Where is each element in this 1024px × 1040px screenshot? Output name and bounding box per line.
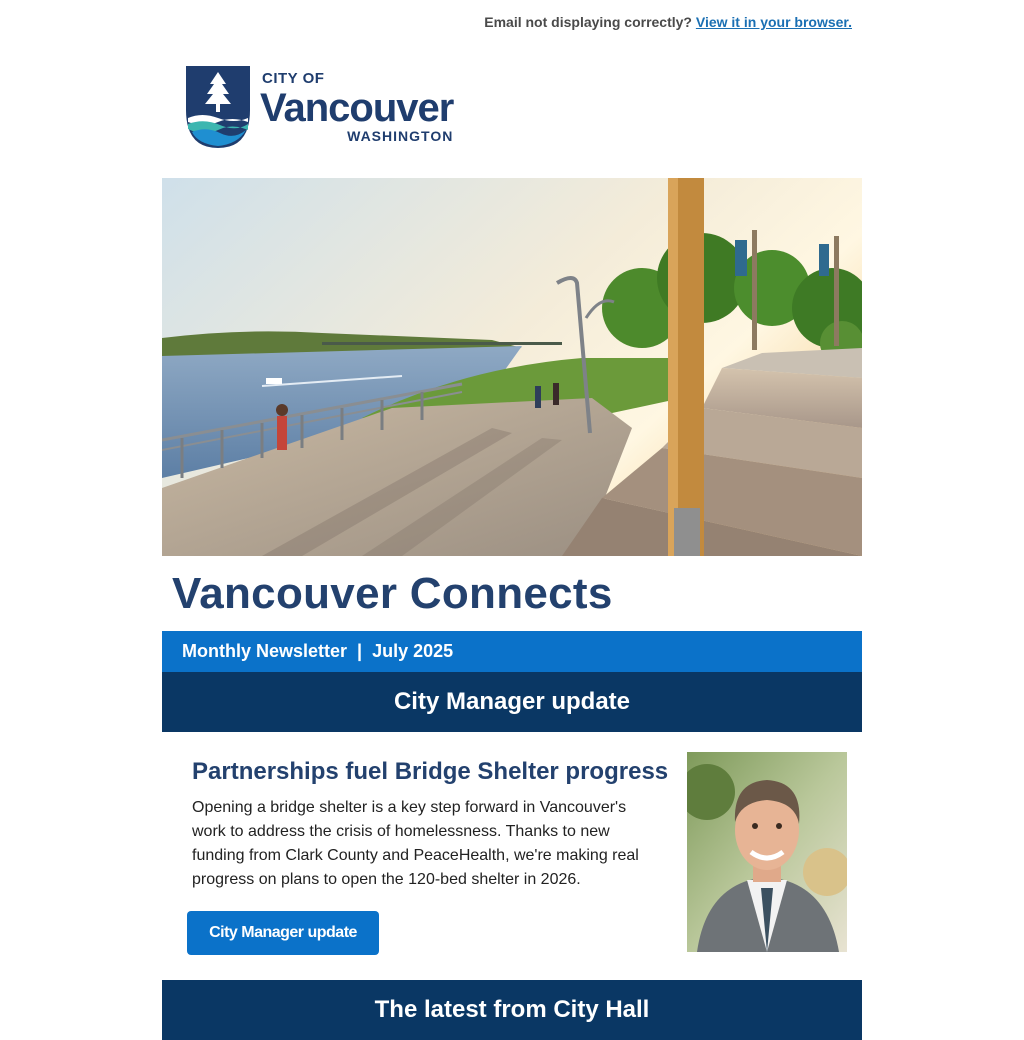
logo-city-of: CITY OF <box>262 70 325 87</box>
section-header-city-hall: The latest from City Hall <box>162 980 862 1040</box>
preheader <box>484 14 852 30</box>
article-body: Opening a bridge shelter is a key step forward in Vancouver's work to address the crisis of homelessness. Thanks to new funding from Clark County and PeaceHealth, we're making real progress on plans to open the 120-bed shelter in 2026. <box>192 799 639 888</box>
logo-washington: WASHINGTON <box>347 128 454 144</box>
hero-image <box>162 178 862 556</box>
newsletter-subtitle-bar: Monthly Newsletter | July 2025 <box>162 631 862 672</box>
preheader-text: Email not displaying correctly? <box>484 14 692 30</box>
logo-vancouver: Vancouver <box>260 86 454 130</box>
tree-wave-logo-icon <box>186 66 250 148</box>
newsletter-title: Vancouver Connects <box>172 569 613 618</box>
view-in-browser-link[interactable]: View it in your browser. <box>695 14 852 30</box>
article-title[interactable]: Partnerships fuel Bridge Shelter progress <box>192 758 669 785</box>
city-logo[interactable] <box>186 66 476 150</box>
city-manager-portrait <box>687 752 847 952</box>
city-manager-update-button[interactable]: City Manager update <box>187 911 379 955</box>
section-header-city-manager: City Manager update <box>162 672 862 732</box>
